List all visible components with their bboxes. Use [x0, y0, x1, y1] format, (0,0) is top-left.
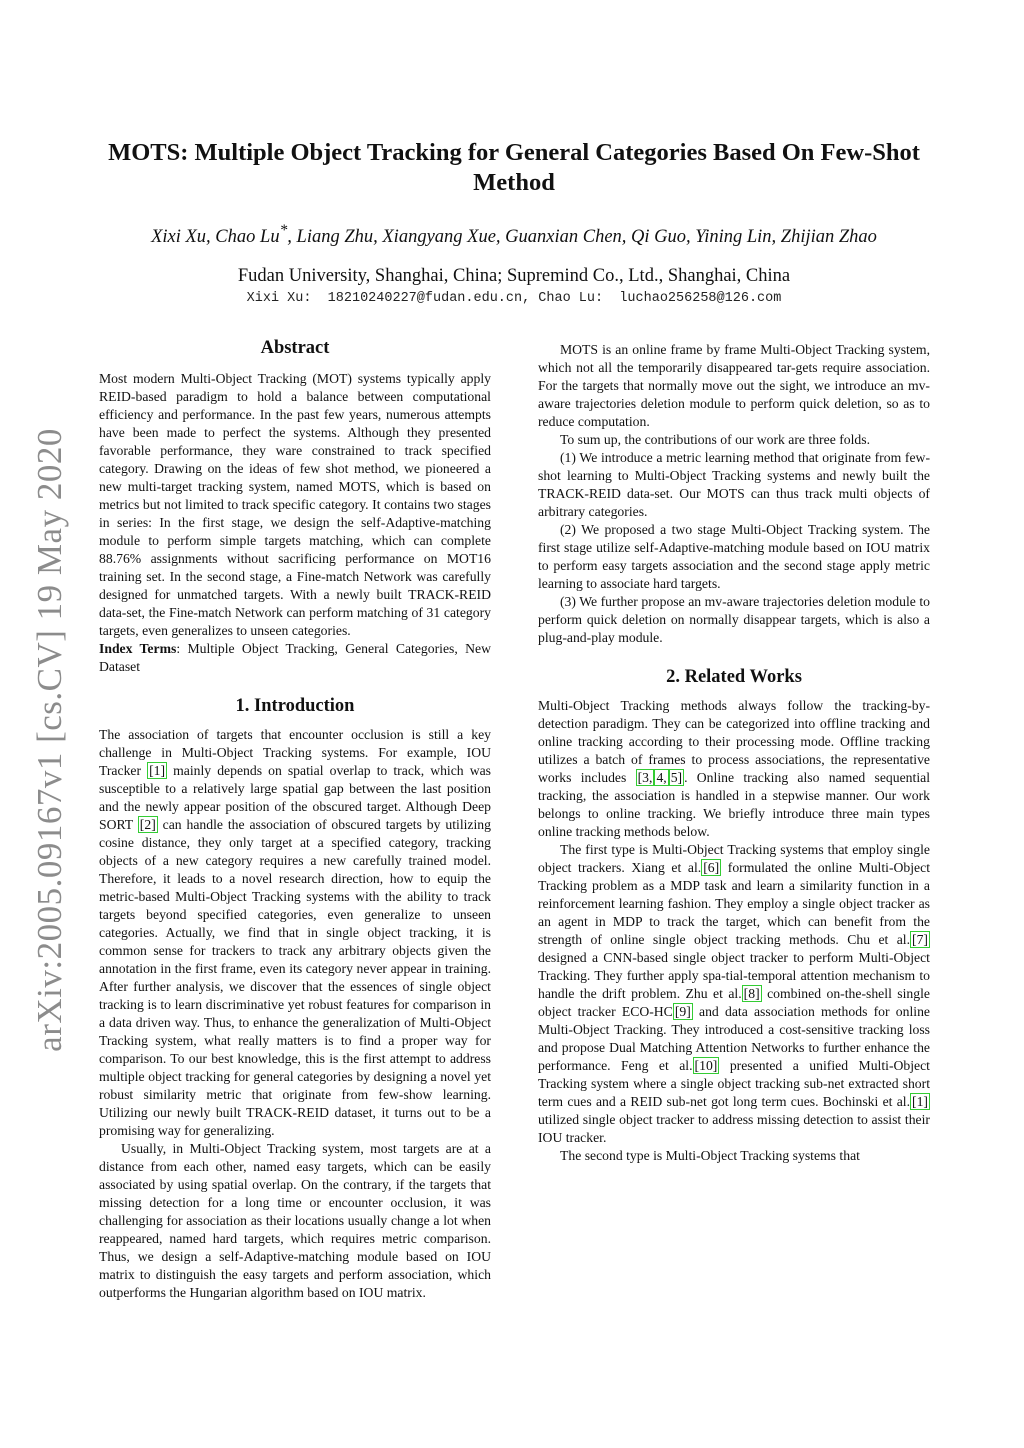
- introduction-heading: 1. Introduction: [235, 696, 355, 716]
- contribution-1: (1) We introduce a metric learning method that originate from few-shot learning to Multi-Object Tracking systems and newly built the TRACK-REID data-set. Our MOTS can thus track multi objects of arbitrary categories.: [538, 450, 930, 519]
- citation-link[interactable]: [1]: [149, 763, 166, 778]
- author-emails: Xixi Xu: 18210240227@fudan.edu.cn, Chao Lu: luchao256258@126.com: [246, 291, 782, 307]
- abstract-text: Most modern Multi-Object Tracking (MOT) systems typically apply REID-based paradigm to hold a balance between computational efficiency and performance. In the past few years, numerous attempts have been made to perfect the systems. Although they presented favorable performance, they ware constrained to track specified category. Drawing on the ideas of few shot method, we pioneered a new multi-target tracking system, named MOTS, which is based on metrics but not limited to track specific category. It contains two stages in series: In the first stage, we design the self-Adaptive-matching module to perform simple targets matching, which can complete 88.76% assignments without sacrificing performance on MOT16 training set. In the second stage, a Fine-match Network was carefully designed for unmatched targets. With a newly built TRACK-REID data-set, the Fine-match Network can perform matching of 31 category targets, even generalizes to unseen categories.: [99, 371, 491, 638]
- paper-header: [98, 138, 930, 306]
- left-column: [99, 336, 491, 1302]
- citation-link[interactable]: [7]: [912, 932, 928, 947]
- citation-link[interactable]: [6]: [703, 860, 720, 875]
- citation-link[interactable]: [8]: [743, 986, 760, 1001]
- citation-link[interactable]: [1]: [912, 1094, 928, 1109]
- right-column: [538, 341, 930, 1165]
- related-paragraph-2: The first type is Multi-Object Tracking systems that employ single object trackers. Xiang et al. [6] formulated the online Multi-Object Tracking problem as a MDP task and learn a similarity function in a reinforcement learning fashion. They employ a single object tracker as an agent in MDP to track the target, which can benefit from the strength of online single object tracking methods. Chu et al. [7] designed a CNN-based single object tracker to perform Multi-Object Tracking. They further apply spa-tial-temporal attention mechanism to handle the drift problem. Zhu et al. [8] combined on-the-shell single object tracker ECO-HC [9] and data association methods for online Multi-Object Tracking. They introduced a cost-sensitive tracking loss and propose Dual Matching Attention Networks to further enhance the performance. Feng et al. [10] presented a unified Multi-Object Tracking system where a single object tracking sub-net extracted short term cues and a REID sub-net got long term cues. Bochinski et al. [1] utilized single object tracker to address missing detection to assist their IOU tracker.: [538, 842, 931, 1145]
- intro-paragraph-1: The association of targets that encounter occlusion is still a key challenge in Multi-Object Tracking systems. For example, IOU Tracker [1] mainly depends on spatial overlap to track, which was susceptible to a relatively large spatial gap between the last position and the newly appear position of the obscured target. Although Deep SORT [2] can handle the association of obscured targets by utilizing cosine distance, they only target at a specified category, tracking objects of a new category requires a new carefully trained model. Therefore, it leads to a novel research direction, how to equip the metric-based Multi-Object Tracking systems with the ability to track targets beyond specified categories, even generalize to unseen categories. Actually, we find that in single object tracking, it is common sense for trackers to track any arbitrary objects given the annotation in the first frame, even its category never appear in training. After further analysis, we discover that the essences of single object tracking is to learn discriminative yet robust features for comparison in a data driven way. Thus, to enhance the generalization of Multi-Object Tracking system, what really matters is to find a proper way for comparison. To our best knowledge, this is the first attempt to address multiple object tracking for general categories by designing a novel yet robust similarity metric that originate from few-show learning. Utilizing our newly built TRACK-REID dataset, it turns out to be a promising way for generalizing.: [99, 727, 491, 1138]
- citation-link[interactable]: [9]: [674, 1004, 691, 1019]
- related-paragraph-3: The second type is Multi-Object Tracking systems that: [560, 1148, 860, 1163]
- contribution-2: (2) We proposed a two stage Multi-Object Tracking system. The first stage utilize self-Adaptive-matching module based on IOU matrix to perform easy targets association and the second stage apply metric learning to associate hard targets.: [538, 522, 930, 591]
- intro-paragraph-2: Usually, in Multi-Object Tracking system, most targets are at a distance from each other, named easy targets, which can be easily associated by using spatial overlap. On the contrary, if the targets that missing detection for a long time or encounter occlusion, it was challenging for association as their locations usually change a lot when reappeared, named hard targets, which requires metric comparison. Thus, we design a self-Adaptive-matching module based on IOU matrix to distinguish the easy targets and perform association, which outperforms the Hungarian algorithm based on IOU matrix.: [99, 1141, 491, 1300]
- author-list: Xixi Xu, Chao Lu*, Liang Zhu, Xiangyang Xue, Guanxian Chen, Qi Guo, Yining Lin, Zhijian Zhao: [151, 222, 877, 248]
- citation-link[interactable]: [3,: [637, 770, 653, 785]
- contribution-3: (3) We further propose an mv-aware trajectories deletion module to perform quick deletion on normally disappear targets, which is also a plug-and-play module.: [538, 594, 930, 645]
- citation-link[interactable]: [2]: [139, 817, 156, 832]
- citation-link[interactable]: 4,: [656, 770, 667, 785]
- arxiv-watermark: arXiv:2005.09167v1 [cs.CV] 19 May 2020: [30, 428, 69, 1052]
- intro-paragraph-3: MOTS is an online frame by frame Multi-Object Tracking system, which not all the temporarily disappeared tar-gets require association. For the targets that normally move out the sight, we introduce an mv-aware trajectories deletion module to perform quick deletion, so as to reduce computation.: [538, 342, 930, 429]
- citation-link[interactable]: 5]: [670, 770, 683, 785]
- paper-title: MOTS: Multiple Object Tracking for General Categories Based On Few-Shot Method: [108, 139, 920, 196]
- index-terms: Index Terms: Multiple Object Tracking, General Categories, New Dataset: [99, 641, 491, 674]
- intro-paragraph-4: To sum up, the contributions of our work are three folds.: [560, 432, 870, 447]
- affiliation: Fudan University, Shanghai, China; Supremind Co., Ltd., Shanghai, China: [237, 266, 791, 287]
- citation-link[interactable]: [10]: [694, 1058, 718, 1073]
- related-paragraph-1: Multi-Object Tracking methods always follow the tracking-by-detection paradigm. They can be categorized into offline tracking and online tracking according to their processing mode. Offline tracking utilizes a batch of frames to process associations, the representative works includes [3, 4, 5] . Online tracking also named sequential tracking, the association is handled in a stepwise manner. Our work belongs to online tracking. We briefly introduce three main types online tracking methods below.: [538, 698, 930, 839]
- related-works-heading: 2. Related Works: [666, 667, 802, 687]
- abstract-heading: Abstract: [260, 338, 330, 358]
